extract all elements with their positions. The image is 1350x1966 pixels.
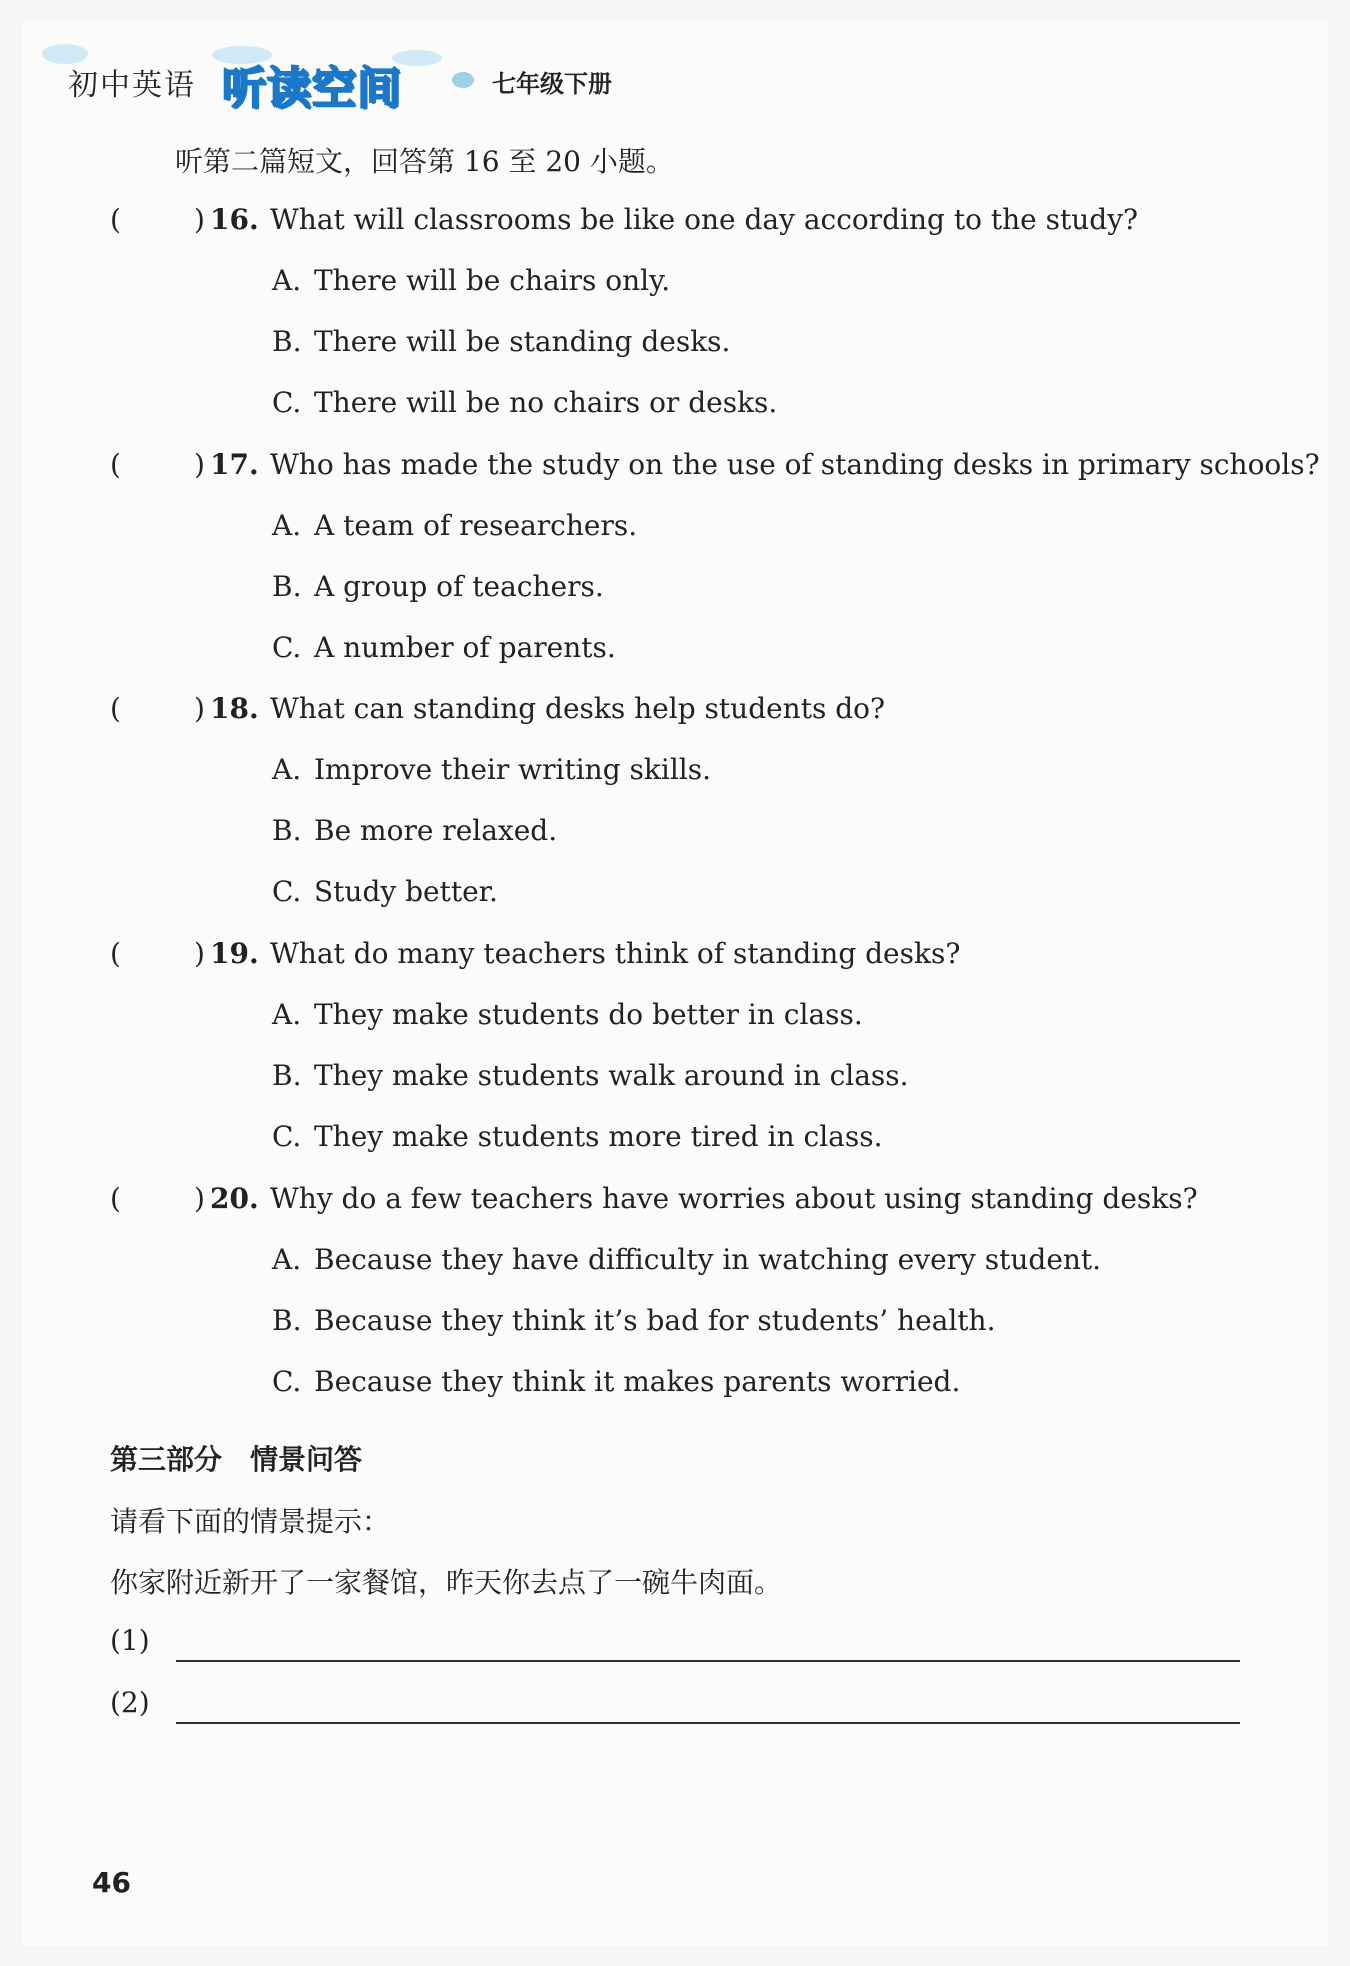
option-text: Because they think it makes parents worried. [314,1365,961,1398]
book-series-label: 初中英语 [68,68,196,103]
option-text: There will be chairs only. [314,264,671,297]
option-text: A number of parents. [314,631,616,664]
answer-paren-close: ) [194,448,205,481]
page-number: 46 [92,1866,131,1899]
option-text: Because they think it’s bad for students’ health. [314,1304,996,1337]
question-text: Why do a few teachers have worries about using standing desks? [270,1182,1198,1215]
option-text: They make students do better in class. [314,998,863,1031]
answer-blank-2[interactable] [110,1686,1240,1726]
section-part-label: 第三部分 [110,1443,223,1476]
answer-paren-close: ) [194,203,205,236]
answer-line[interactable] [176,1660,1240,1662]
page-header [62,52,762,112]
answer-paren-open[interactable]: ( [110,448,121,481]
option-a[interactable] [272,753,711,786]
question-number: 20. [210,1182,259,1215]
option-c[interactable] [272,631,616,664]
option-letter: B. [272,325,302,358]
option-text: Be more relaxed. [314,814,558,847]
option-b[interactable] [272,570,604,603]
option-text: A group of teachers. [314,570,604,603]
option-a[interactable] [272,1243,1101,1276]
brand-logo-text: 听读空间 [222,63,402,114]
option-a[interactable] [272,509,637,542]
option-text: There will be standing desks. [314,325,731,358]
question-number: 19. [210,937,259,970]
answer-paren-open[interactable]: ( [110,1182,121,1215]
question-text: What do many teachers think of standing desks? [270,937,961,970]
option-c[interactable] [272,386,777,419]
option-letter: A. [272,264,302,297]
listening-instruction: 听第二篇短文，回答第 16 至 20 小题。 [175,145,674,178]
option-text: They make students walk around in class. [314,1059,909,1092]
option-letter: C. [272,875,302,908]
answer-blank-1[interactable] [110,1624,1240,1664]
scenario-prompt-label: 请看下面的情景提示： [110,1505,391,1538]
option-text: Because they have difficulty in watching every student. [314,1243,1102,1276]
option-b[interactable] [272,325,730,358]
option-text: They make students more tired in class. [314,1120,883,1153]
question-text: What will classrooms be like one day according to the study? [270,203,1139,236]
option-letter: C. [272,631,302,664]
option-letter: A. [272,998,302,1031]
option-b[interactable] [272,1059,909,1092]
option-letter: A. [272,1243,302,1276]
option-a[interactable] [272,998,863,1031]
question-text: Who has made the study on the use of standing desks in primary schools? [270,448,1320,481]
option-b[interactable] [272,1304,995,1337]
option-letter: B. [272,814,302,847]
option-letter: A. [272,509,302,542]
option-letter: B. [272,1304,302,1337]
answer-paren-close: ) [194,1182,205,1215]
option-letter: B. [272,570,302,603]
question-number: 17. [210,448,259,481]
option-text: There will be no chairs or desks. [314,386,778,419]
answer-blank-index: (1) [110,1624,150,1657]
option-letter: C. [272,1120,302,1153]
option-text: Study better. [314,875,498,908]
question-number: 16. [210,203,259,236]
answer-paren-close: ) [194,937,205,970]
option-letter: B. [272,1059,302,1092]
scenario-text: 你家附近新开了一家餐馆，昨天你去点了一碗牛肉面。 [110,1566,783,1599]
grade-label: 七年级下册 [492,70,612,98]
option-letter: C. [272,1365,302,1398]
option-c[interactable] [272,1365,960,1398]
answer-paren-close: ) [194,692,205,725]
option-c[interactable] [272,875,498,908]
question-text: What can standing desks help students do? [270,692,886,725]
answer-blank-index: (2) [110,1686,150,1719]
option-a[interactable] [272,264,670,297]
option-letter: A. [272,753,302,786]
answer-paren-open[interactable]: ( [110,692,121,725]
option-c[interactable] [272,1120,883,1153]
option-b[interactable] [272,814,557,847]
option-text: Improve their writing skills. [314,753,712,786]
answer-paren-open[interactable]: ( [110,203,121,236]
answer-line[interactable] [176,1722,1240,1724]
section-title [110,1438,362,1478]
option-letter: C. [272,386,302,419]
cloud-bullet-icon [452,72,474,88]
section-name-label: 情景问答 [250,1443,363,1476]
answer-paren-open[interactable]: ( [110,937,121,970]
question-number: 18. [210,692,259,725]
option-text: A team of researchers. [314,509,638,542]
